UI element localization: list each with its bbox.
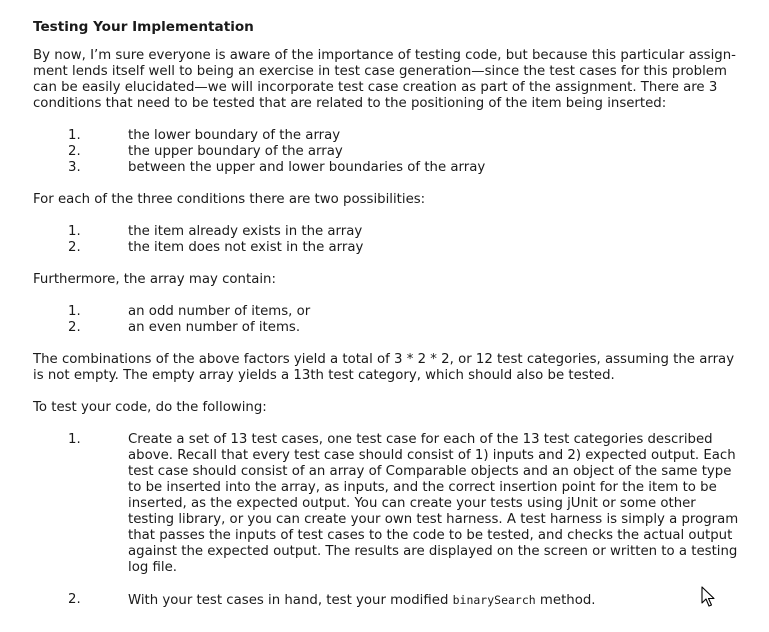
item-line: testing library, or you can create your own test harness. A test harness is simply a program [128, 512, 739, 527]
possibilities-paragraph: For each of the three conditions there are two possibilities: [33, 192, 426, 207]
item-text-after: method. [535, 593, 596, 608]
intro-line: By now, I’m sure everyone is aware of the importance of testing code, but because this particular assign- [33, 48, 736, 63]
list-item [33, 144, 748, 160]
array-contents-paragraph: Furthermore, the array may contain: [33, 272, 276, 287]
list-item [33, 592, 748, 609]
list-number: 2. [68, 592, 81, 607]
list-number: 1. [68, 224, 81, 239]
intro-line: conditions that need to be tested that are related to the positioning of the item being inserted: [33, 96, 667, 111]
item-line: against the expected output. The results are displayed on the screen or written to a testing [128, 544, 738, 559]
list-item [33, 224, 748, 240]
array-contents-list [33, 304, 748, 336]
item-line: that passes the inputs of test cases to the code to be tested, and checks the actual output [128, 528, 733, 543]
list-item-text [128, 432, 748, 576]
list-number: 2. [68, 240, 81, 255]
item-line: test case should consist of an array of Comparable objects and an object of the same type [128, 464, 732, 479]
list-item-text: the item does not exist in the array [128, 240, 364, 255]
section-heading: Testing Your Implementation [33, 19, 254, 35]
mouse-pointer-icon [701, 586, 715, 608]
list-item-text: an odd number of items, or [128, 304, 311, 319]
possibilities-list [33, 224, 748, 256]
item-line: to be inserted into the array, as inputs, and the correct insertion point for the item to be [128, 480, 717, 495]
item-line: log file. [128, 560, 177, 575]
list-item-text: an even number of items. [128, 320, 301, 335]
list-number: 1. [68, 128, 81, 143]
document-body [33, 18, 748, 625]
intro-line: ment lends itself well to being an exercise in test case generation—since the test cases for this problem [33, 64, 727, 79]
conditions-list [33, 128, 748, 176]
intro-paragraph [33, 48, 748, 112]
list-item-text: the lower boundary of the array [128, 128, 341, 143]
instructions-list [33, 432, 748, 609]
list-item-text: the upper boundary of the array [128, 144, 343, 159]
item-line: above. Recall that every test case should consist of 1) inputs and 2) expected output. Each [128, 448, 736, 463]
item-text-before: With your test cases in hand, test your modified [128, 593, 453, 608]
combinations-line: The combinations of the above factors yield a total of 3 * 2 * 2, or 12 test categories, assuming the array [33, 352, 735, 367]
item-line: inserted, as the expected output. You can create your tests using jUnit or some other [128, 496, 696, 511]
list-number: 2. [68, 144, 81, 159]
list-number: 2. [68, 320, 81, 335]
combinations-paragraph [33, 352, 748, 384]
list-number: 3. [68, 160, 81, 175]
list-item [33, 240, 748, 256]
list-item [33, 304, 748, 320]
list-item [33, 160, 748, 176]
combinations-line: is not empty. The empty array yields a 13th test category, which should also be tested. [33, 368, 615, 383]
list-item-text [128, 592, 748, 609]
list-item-text: the item already exists in the array [128, 224, 363, 239]
list-item [33, 432, 748, 576]
intro-line: can be easily elucidated—we will incorporate test case creation as part of the assignment. There are 3 [33, 80, 718, 95]
list-number: 1. [68, 304, 81, 319]
list-item [33, 128, 748, 144]
item-line: Create a set of 13 test cases, one test case for each of the 13 test categories described [128, 432, 713, 447]
method-name-code: binarySearch [452, 593, 536, 607]
list-item [33, 320, 748, 336]
instructions-paragraph: To test your code, do the following: [33, 400, 267, 415]
list-item-text: between the upper and lower boundaries of the array [128, 160, 486, 175]
list-number: 1. [68, 432, 81, 447]
